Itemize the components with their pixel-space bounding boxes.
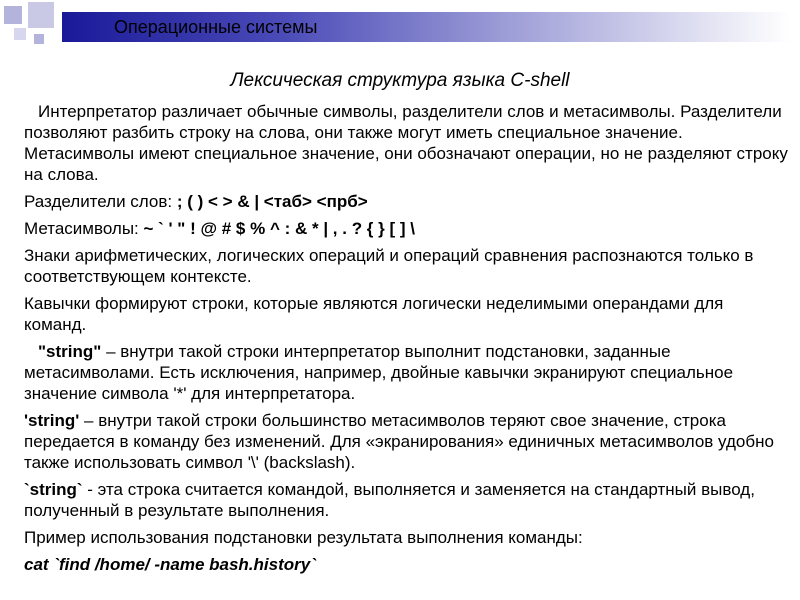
paragraph-single-quotes: [24, 410, 790, 473]
paragraph-example-intro: Пример использования подстановки результата выполнения команды:: [24, 528, 583, 547]
double-quote-term: "string": [38, 342, 102, 361]
slide-title: Лексическая структура языка C-shell: [230, 70, 570, 91]
separators-value: ; ( ) < > & | <таб> <прб>: [176, 192, 368, 211]
metachars-value: ~ ` ' " ! @ # $ % ^ : & * | , . ? { } [ ] \: [143, 219, 415, 238]
paragraph-backquotes: [24, 479, 790, 521]
slide-content: [24, 101, 790, 581]
logo-square: [4, 6, 22, 24]
header-title: Операционные системы: [114, 17, 318, 37]
single-quote-text: – внутри такой строки большинство метасимволов теряют свое значение, строка передается в команду без изменений. Для «экранирования» единичных метасимволов удобно также использовать символ '\' (backslash).: [24, 411, 774, 472]
backquote-text: - эта строка считается командой, выполняется и заменяется на стандартный вывод, полученный в результате выполнения.: [24, 480, 755, 520]
paragraph-quotes: Кавычки формируют строки, которые являются логически неделимыми операндами для команд.: [24, 294, 724, 334]
metachars-label: Метасимволы:: [24, 219, 144, 238]
paragraph-intro: Интерпретатор различает обычные символы, разделители слов и метасимволы. Разделители позволяют разбить строку на слова, они также могут иметь специальное значение. Метасимволы имеют специальное значение, они обозначают операции, но не разделяют строку на слова.: [24, 102, 788, 184]
paragraph-metacharacters: [24, 218, 790, 239]
paragraph-operators: Знаки арифметических, логических операций и операций сравнения распознаются только в соответствующем контексте.: [24, 246, 754, 286]
logo-square: [28, 2, 54, 28]
backquote-term: `string`: [24, 480, 83, 499]
paragraph-word-separators: [24, 191, 790, 212]
logo-square: [14, 28, 26, 40]
separators-label: Разделители слов:: [24, 192, 177, 211]
single-quote-term: 'string': [24, 411, 80, 430]
logo-square: [34, 34, 44, 44]
example-command: cat `find /home/ -name bash.history`: [24, 555, 316, 574]
paragraph-double-quotes: [24, 341, 790, 404]
double-quote-text: – внутри такой строки интерпретатор выполнит подстановки, заданные метасимволами. Есть исключения, например, двойные кавычки экранируют специальное значение символа '*' для интерпретатора.: [24, 342, 734, 403]
